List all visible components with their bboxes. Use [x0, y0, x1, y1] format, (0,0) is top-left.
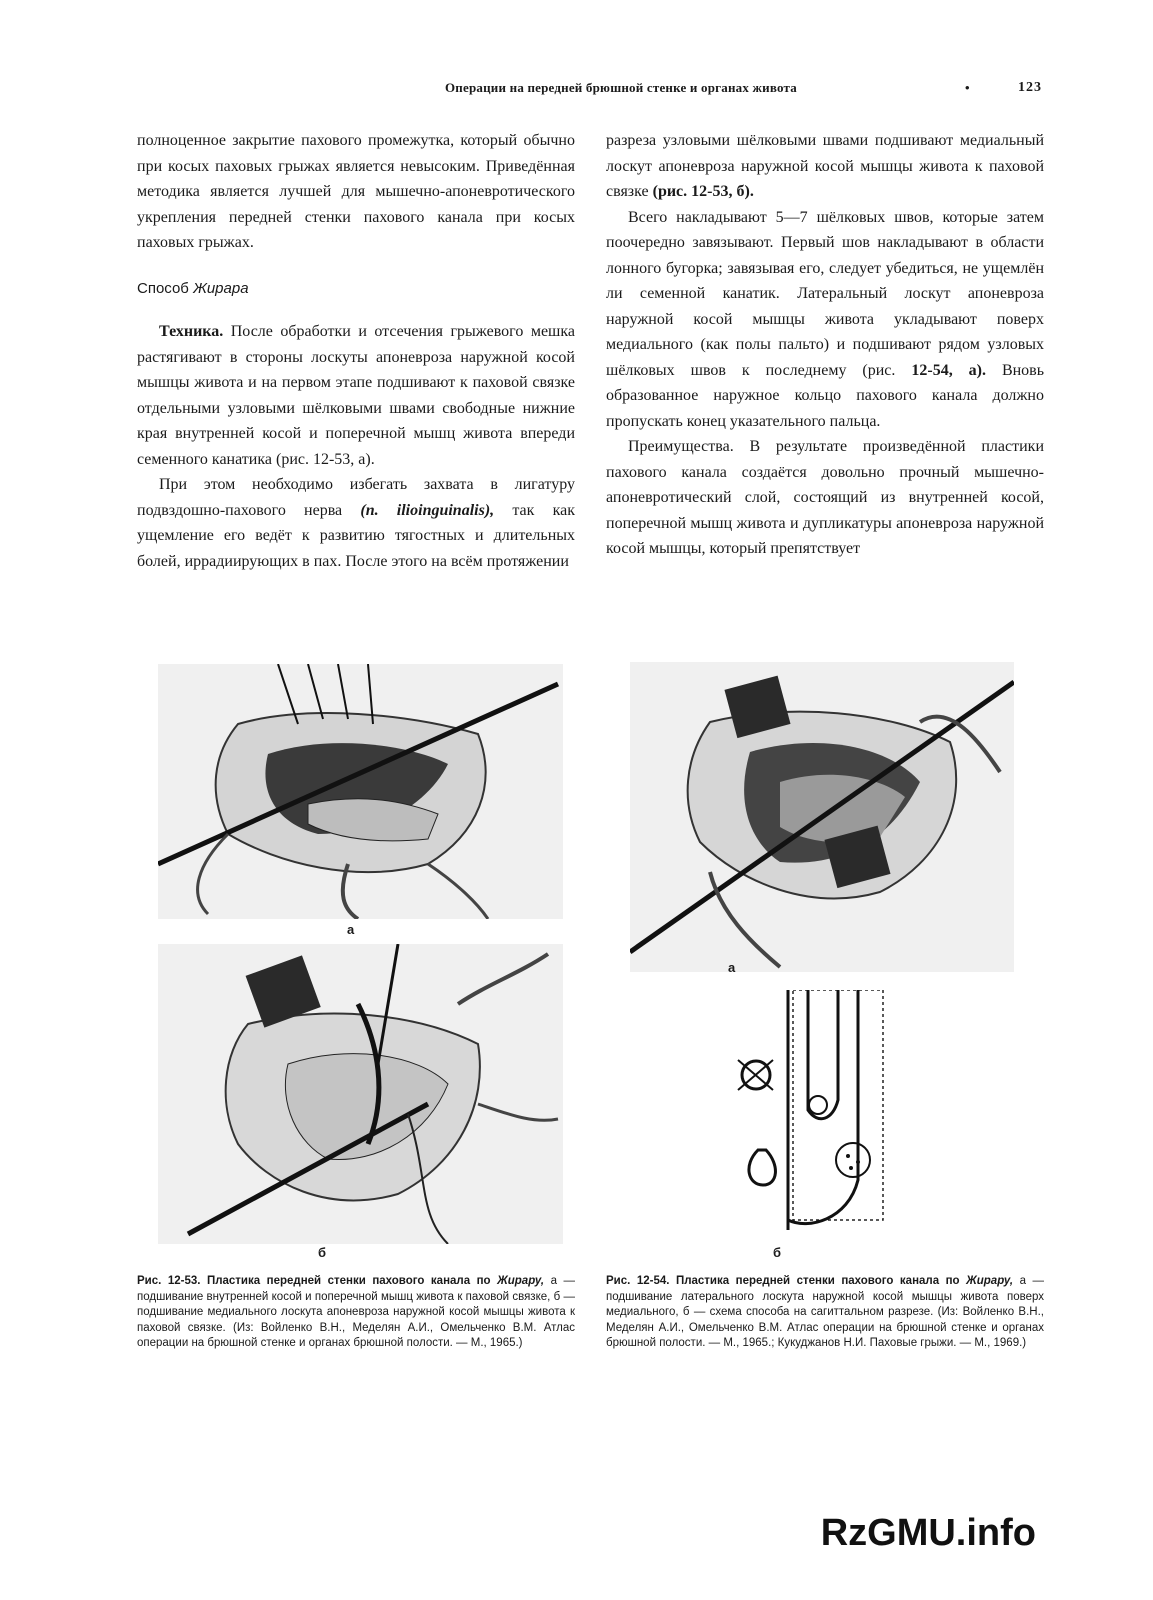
site-watermark: RzGMU.info [820, 1512, 1036, 1554]
figure-12-54-b [718, 990, 903, 1245]
header-title: Операции на передней брюшной стенке и органах живота [445, 80, 797, 95]
advantages-lead: Преимущества. [628, 438, 734, 455]
right-paragraph-1 [606, 128, 1044, 205]
figure-12-54-caption [606, 1274, 1044, 1352]
right-p2-part-b: Вновь образованное наружное кольцо пахового канала должно пропускать конец указательного пальца. [606, 361, 1045, 430]
right-text-column [606, 128, 1044, 562]
running-header [445, 78, 1050, 98]
section-heading [137, 276, 575, 302]
right-p2-ref: 12-54, а). [911, 361, 986, 379]
figure-12-54-a-label: а [728, 960, 736, 975]
caption-54-text: а — подшивание латерального лоскута наружной косой мышцы живота поверх медиального, б — схема способа на сагиттальном разрезе. (Из: Войленко В.Н., Меделян А.И., Омельченко В.М. Атлас операции на брюшной стенке и органах брюшной полости. — М., 1965.; Кукуджанов Н.И. Паховые грыжи. — М., 1969.) [606, 1275, 1045, 1349]
nerve-term: (n. ilioinguinalis), [360, 501, 495, 519]
right-p1-ref: (рис. 12-53, б). [652, 183, 754, 200]
left-p3-part-a: При этом необходимо избегать захвата в лигатуру подвздошно-пахового нерва [137, 476, 575, 519]
figure-12-53-caption [137, 1274, 575, 1352]
left-paragraph-3 [137, 472, 575, 574]
section-prefix: Способ [137, 279, 189, 297]
figure-12-54-b-label: б [773, 1245, 782, 1260]
figure-12-53-b [158, 944, 563, 1244]
left-paragraph-1: полноценное закрытие пахового промежутка, который обычно при косых паховых грыжах является невысоким. Приведённая методика является лучшей для мышечно-апоневротического укрепления передней стенки пахового канала при косых паховых грыжах. [137, 132, 575, 251]
page-number: 123 [1018, 80, 1042, 95]
caption-54-name: Жирару, [966, 1275, 1014, 1287]
section-name: Жирара [193, 279, 249, 297]
technique-text: После обработки и отсечения грыжевого мешка растягивают в стороны лоскуты апоневроза наружной косой мышцы живота и на первом этапе подшивают к паховой связке отдельными узловыми шёлковыми швами свободные нижние края внутренней косой и поперечной мышц живота впереди семенного канатика (рис. 12-53, а). [137, 323, 576, 468]
figure-12-53-a-label: а [347, 922, 355, 937]
left-paragraph-2 [137, 319, 575, 472]
left-text-column [137, 128, 575, 574]
advantages-text: В результате произведённой пластики пахового канала создаётся довольно прочный мышечно-апоневротический слой, состоящий из внутренней косой, поперечной мышц живота и дупликатуры апоневроза наружной косой мышцы, который препятствует [606, 438, 1044, 557]
figure-12-54-a [630, 662, 1014, 972]
right-paragraph-2 [606, 205, 1044, 435]
caption-53-title: Рис. 12-53. Пластика передней стенки пахового канала по [137, 1275, 491, 1287]
technique-lead: Техника. [159, 323, 224, 340]
right-paragraph-3 [606, 434, 1044, 562]
caption-53-text: а — подшивание внутренней косой и поперечной мышц живота к паховой связке, б — подшивание медиального лоскута апоневроза наружной косой мышцы живота к паховой связке. (Из: Войленко В.Н., Меделян А.И., Омельченко В.М. Атлас операции на брюшной стенке и органах брюшной полости. — М., 1965.) [137, 1275, 576, 1349]
right-p2-part-a: Всего накладывают 5—7 шёлковых швов, которые затем поочередно завязывают. Первый шов накладывают в области лонного бугорка; завязывая его, следует убедиться, не ущемлён ли семенной канатик. Латеральный лоскут апоневроза наружной косой мышцы живота укладывают поверх медиального (как полы пальто) и подшивают рядом узловых шёлковых швов к последнему (рис. [606, 208, 1044, 379]
figure-12-53-b-label: б [318, 1245, 327, 1260]
caption-54-title: Рис. 12-54. Пластика передней стенки пахового канала по [606, 1275, 960, 1287]
figure-12-53-a [158, 664, 563, 919]
left-p3-part-b: так как ущемление его ведёт к развитию тягостных и длительных болей, иррадиирующих в пах. После этого на всём протяжении [137, 501, 576, 570]
caption-53-name: Жирару, [497, 1275, 545, 1287]
header-bullet: • [965, 80, 970, 95]
right-p1-text: разреза узловыми шёлковыми швами подшивают медиальный лоскут апоневроза наружной косой мышцы живота к паховой связке [606, 132, 1044, 200]
